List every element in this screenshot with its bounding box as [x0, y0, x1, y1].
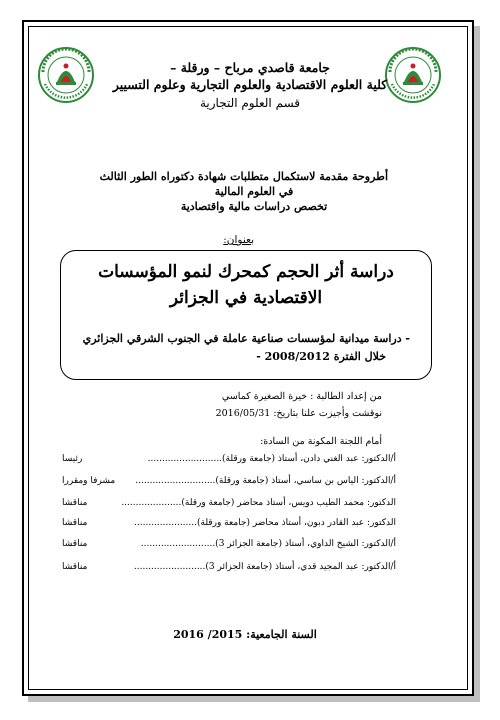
- committee-role: مناقشا: [62, 562, 88, 572]
- defense-date: نوقشت وأجيزت علنا بتاريخ: 2016/05/31: [215, 408, 382, 419]
- committee-member: أ/الدكتور: عبد المجيد قدي، أستاذ (جامعة الجزائر 3).........................: [133, 562, 396, 572]
- thesis-degree-line: أطروحة مقدمة لاستكمال متطلبات شهادة دكتوراه الطور الثالث: [99, 170, 388, 183]
- thesis-subtitle-line1: - دراسة ميدانية لمؤسسات صناعية عاملة في الجنوب الشرقي الجزائري: [82, 332, 410, 345]
- page-shadow-right: [474, 26, 480, 702]
- thesis-subtitle-line2: خلال الفترة 2008/2012 -: [256, 350, 386, 363]
- university-name: جامعة قاصدي مرباح – ورقلة –: [170, 60, 330, 75]
- thesis-title-line1: دراسة أثر الحجم كمحرك لنمو المؤسسات: [98, 262, 394, 282]
- thesis-specialty-line: تخصص دراسات مالية واقتصادية: [180, 200, 328, 213]
- committee-role: مناقشا: [62, 498, 88, 508]
- faculty-name: كلية العلوم الاقتصادية والعلوم التجارية وعلوم التسيير: [112, 77, 388, 92]
- committee-role: مناقشا: [62, 539, 88, 549]
- committee-member: الدكتور: محمد الطيب دويس، أستاذ محاضر (جامعة ورقلة).....................: [121, 498, 396, 508]
- committee-role: رئيسا: [62, 454, 83, 464]
- university-logo-left: [37, 46, 95, 104]
- committee-role: مشرفا ومقررا: [62, 476, 116, 486]
- title-label: بعنوان:: [223, 234, 254, 246]
- committee-role: مناقشا: [62, 518, 88, 528]
- committee-label: أمام اللجنة المكونة من السادة:: [260, 436, 382, 447]
- committee-member: أ/الدكتور: الشيخ الداوي، أستاذ (جامعة الجزائر 3)..........................: [140, 539, 396, 549]
- thesis-field-line: في العلوم المالية: [214, 185, 294, 198]
- prepared-by: من إعداد الطالبة : خيرة الصغيرة كماسي: [221, 391, 382, 402]
- department-name: قسم العلوم التجارية: [199, 96, 301, 110]
- page-shadow-bottom: [28, 696, 480, 702]
- academic-year: السنة الجامعية: 2015/ 2016: [173, 628, 317, 641]
- committee-member: الدكتور: عبد القادر دبون، أستاذ محاضر (جامعة ورقلة)......................: [134, 518, 396, 528]
- committee-member: أ/الدكتور: الياس بن ساسي، أستاذ (جامعة ورقلة)............................: [135, 476, 396, 486]
- thesis-title-line2: الاقتصادية في الجزائر: [169, 288, 323, 308]
- committee-member: أ/الدكتور: عبد الغني دادن، أستاذ (جامعة ورقلة)..........................: [147, 454, 396, 464]
